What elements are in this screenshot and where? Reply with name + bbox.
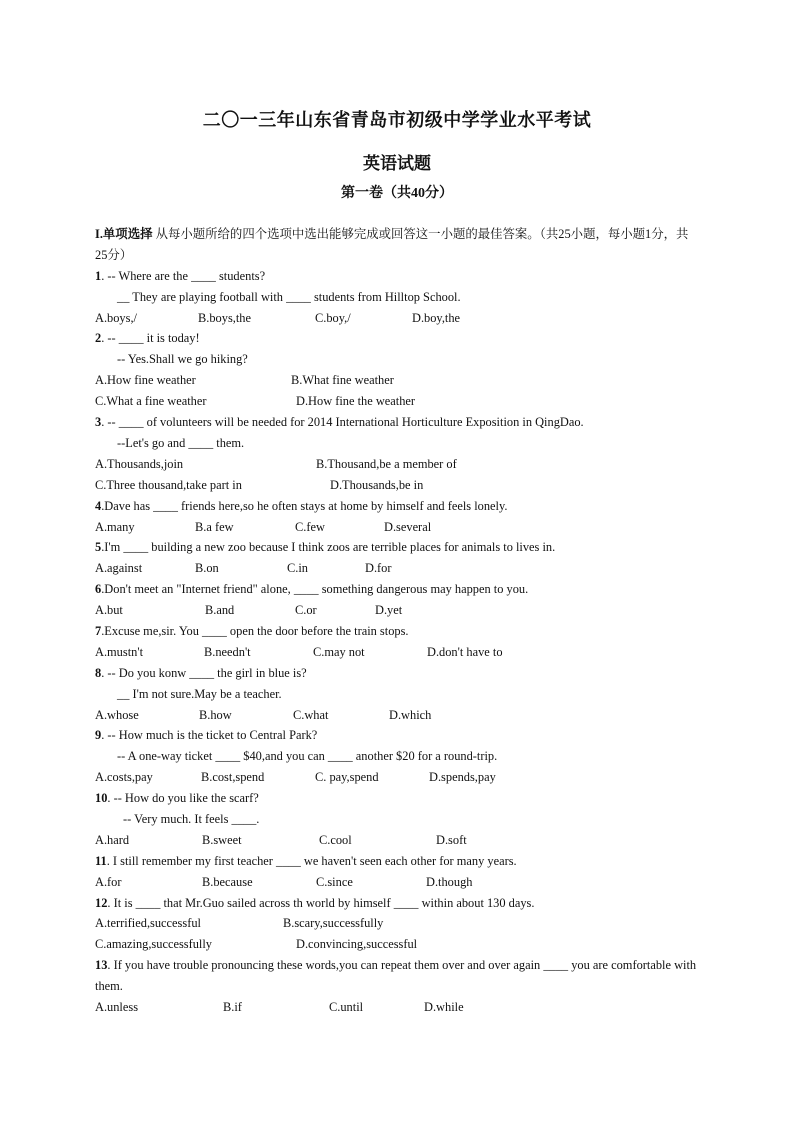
question-text: .I'm ____ building a new zoo because I think zoos are terrible places for animals to lives in. bbox=[101, 540, 556, 555]
question-2-options-row2 bbox=[95, 391, 700, 412]
option-b: B.boys,the bbox=[198, 310, 252, 325]
option-d: D.don't have to bbox=[427, 644, 503, 659]
option-c: C.what bbox=[293, 707, 329, 722]
option-c: C. pay,spend bbox=[315, 770, 379, 785]
question-number: 4 bbox=[95, 498, 102, 513]
section-heading: I.单项选择 bbox=[95, 227, 153, 241]
option-c: C.boy,/ bbox=[315, 310, 351, 325]
exam-subject: 英语试题 bbox=[363, 154, 431, 173]
option-d: D.though bbox=[426, 874, 473, 889]
question-section bbox=[95, 224, 700, 1018]
option-d: D.Thousands,be in bbox=[330, 477, 424, 492]
question-9-reply: -- A one-way ticket ____ $40,and you can ____ another $20 for a round-trip. bbox=[117, 749, 498, 764]
question-13-options bbox=[95, 997, 700, 1018]
question-1-reply: __ They are playing football with ____ students from Hilltop School. bbox=[117, 289, 461, 304]
option-b: B.What fine weather bbox=[291, 373, 394, 388]
option-c: C.few bbox=[295, 519, 325, 534]
question-number: 1 bbox=[95, 268, 102, 283]
option-b: B.a few bbox=[195, 519, 234, 534]
option-b: B.sweet bbox=[202, 832, 242, 847]
question-6-options bbox=[95, 600, 700, 621]
option-a: A.Thousands,join bbox=[95, 456, 184, 471]
question-12-stem bbox=[95, 893, 700, 914]
option-c: C.in bbox=[287, 561, 308, 576]
option-b: B.needn't bbox=[204, 644, 251, 659]
question-4-options bbox=[95, 517, 700, 538]
question-5-stem bbox=[95, 537, 700, 558]
question-number: 13 bbox=[95, 958, 108, 973]
exam-volume: 第一卷（共40分） bbox=[341, 186, 453, 201]
option-a: A.mustn't bbox=[95, 644, 144, 659]
option-c: C.or bbox=[295, 603, 317, 618]
section-instructions: 从每小题所给的四个选项中选出能够完成或回答这一小题的最佳答案。（共25小题，每小题1分，共25分） bbox=[95, 227, 689, 262]
question-9-options bbox=[95, 767, 700, 788]
option-c: C.may not bbox=[313, 644, 365, 659]
option-b: B.if bbox=[223, 1000, 242, 1015]
question-number: 5 bbox=[95, 540, 102, 555]
option-d: D.spends,pay bbox=[429, 770, 496, 785]
question-number: 9 bbox=[95, 728, 102, 743]
question-5-options bbox=[95, 558, 700, 579]
question-10-options bbox=[95, 830, 700, 851]
question-12-options-row1 bbox=[95, 913, 700, 934]
question-10-stem bbox=[95, 788, 700, 809]
question-text: . I still remember my first teacher ____ we haven't seen each other for many years. bbox=[106, 853, 517, 868]
question-1-stem bbox=[95, 266, 700, 287]
question-text: . -- How much is the ticket to Central Park? bbox=[101, 728, 318, 743]
option-a: A.many bbox=[95, 519, 135, 534]
question-text: . -- How do you like the scarf? bbox=[107, 791, 259, 806]
option-b: B.on bbox=[195, 561, 219, 576]
question-11-options bbox=[95, 872, 700, 893]
option-d: D.yet bbox=[375, 603, 403, 618]
question-text: .Dave has ____ friends here,so he often stays at home by himself and feels lonely. bbox=[101, 498, 508, 513]
question-number: 11 bbox=[95, 853, 107, 868]
question-text: . If you have trouble pronouncing these words,you can repeat them over and over again ____ you are comfortable with them. bbox=[95, 958, 697, 994]
option-a: A.boys,/ bbox=[95, 310, 137, 325]
question-number: 3 bbox=[95, 415, 102, 430]
question-2-options-row1 bbox=[95, 370, 700, 391]
question-text: .Excuse me,sir. You ____ open the door before the train stops. bbox=[101, 623, 409, 638]
question-text: . It is ____ that Mr.Guo sailed across th world by himself ____ within about 130 days. bbox=[107, 895, 535, 910]
question-number: 7 bbox=[95, 623, 102, 638]
question-number: 10 bbox=[95, 791, 108, 806]
question-12-options-row2 bbox=[95, 934, 700, 955]
option-a: A.How fine weather bbox=[95, 373, 196, 388]
option-a: A.but bbox=[95, 603, 123, 618]
option-a: A.hard bbox=[95, 832, 130, 847]
question-text: . -- ____ it is today! bbox=[101, 331, 200, 346]
question-text: . -- ____ of volunteers will be needed for 2014 International Horticulture Exposition in QingDao. bbox=[101, 415, 584, 430]
option-c: C.What a fine weather bbox=[95, 394, 207, 409]
question-1-options bbox=[95, 308, 700, 329]
question-number: 6 bbox=[95, 582, 102, 597]
question-number: 12 bbox=[95, 895, 108, 910]
section-header bbox=[95, 224, 700, 266]
option-a: A.whose bbox=[95, 707, 139, 722]
question-text: . -- Do you konw ____ the girl in blue is? bbox=[101, 665, 307, 680]
question-text: . -- Where are the ____ students? bbox=[101, 268, 266, 283]
option-d: D.which bbox=[389, 707, 432, 722]
question-number: 2 bbox=[95, 331, 102, 346]
option-d: D.How fine the weather bbox=[296, 394, 416, 409]
option-d: D.soft bbox=[436, 832, 467, 847]
question-8-options bbox=[95, 705, 700, 726]
question-10-reply: -- Very much. It feels ____. bbox=[123, 811, 260, 826]
question-11-stem bbox=[95, 851, 700, 872]
question-number: 8 bbox=[95, 665, 102, 680]
option-c: C.amazing,successfully bbox=[95, 937, 212, 952]
exam-title: 二〇一三年山东省青岛市初级中学学业水平考试 bbox=[202, 110, 592, 130]
option-b: B.Thousand,be a member of bbox=[316, 456, 457, 471]
question-3-reply: --Let's go and ____ them. bbox=[117, 435, 245, 450]
option-a: A.unless bbox=[95, 1000, 139, 1015]
option-a: A.terrified,successful bbox=[95, 916, 201, 931]
option-c: C.until bbox=[329, 1000, 364, 1015]
option-d: D.convincing,successful bbox=[296, 937, 418, 952]
option-a: A.costs,pay bbox=[95, 770, 153, 785]
question-6-stem bbox=[95, 579, 700, 600]
question-8-stem bbox=[95, 663, 700, 684]
option-b: B.scary,successfully bbox=[283, 916, 384, 931]
option-c: C.since bbox=[316, 874, 353, 889]
option-d: D.boy,the bbox=[412, 310, 461, 325]
question-3-options-row2 bbox=[95, 475, 700, 496]
option-b: B.because bbox=[202, 874, 253, 889]
question-text: .Don't meet an "Internet friend" alone, ____ something dangerous may happen to you. bbox=[101, 582, 529, 597]
question-7-options bbox=[95, 642, 700, 663]
question-2-reply: -- Yes.Shall we go hiking? bbox=[117, 352, 248, 367]
question-3-options-row1 bbox=[95, 454, 700, 475]
option-c: C.Three thousand,take part in bbox=[95, 477, 242, 492]
question-3-stem bbox=[95, 412, 700, 433]
question-8-reply: __ I'm not sure.May be a teacher. bbox=[117, 686, 282, 701]
question-13-stem bbox=[95, 955, 700, 997]
question-4-stem bbox=[95, 496, 700, 517]
question-2-stem bbox=[95, 328, 700, 349]
option-b: B.and bbox=[205, 603, 235, 618]
option-d: D.several bbox=[384, 519, 432, 534]
option-a: A.against bbox=[95, 561, 143, 576]
option-d: D.while bbox=[424, 1000, 464, 1015]
option-d: D.for bbox=[365, 561, 392, 576]
question-9-stem bbox=[95, 725, 700, 746]
question-7-stem bbox=[95, 621, 700, 642]
option-c: C.cool bbox=[319, 832, 352, 847]
option-b: B.cost,spend bbox=[201, 770, 265, 785]
option-b: B.how bbox=[199, 707, 232, 722]
option-a: A.for bbox=[95, 874, 122, 889]
